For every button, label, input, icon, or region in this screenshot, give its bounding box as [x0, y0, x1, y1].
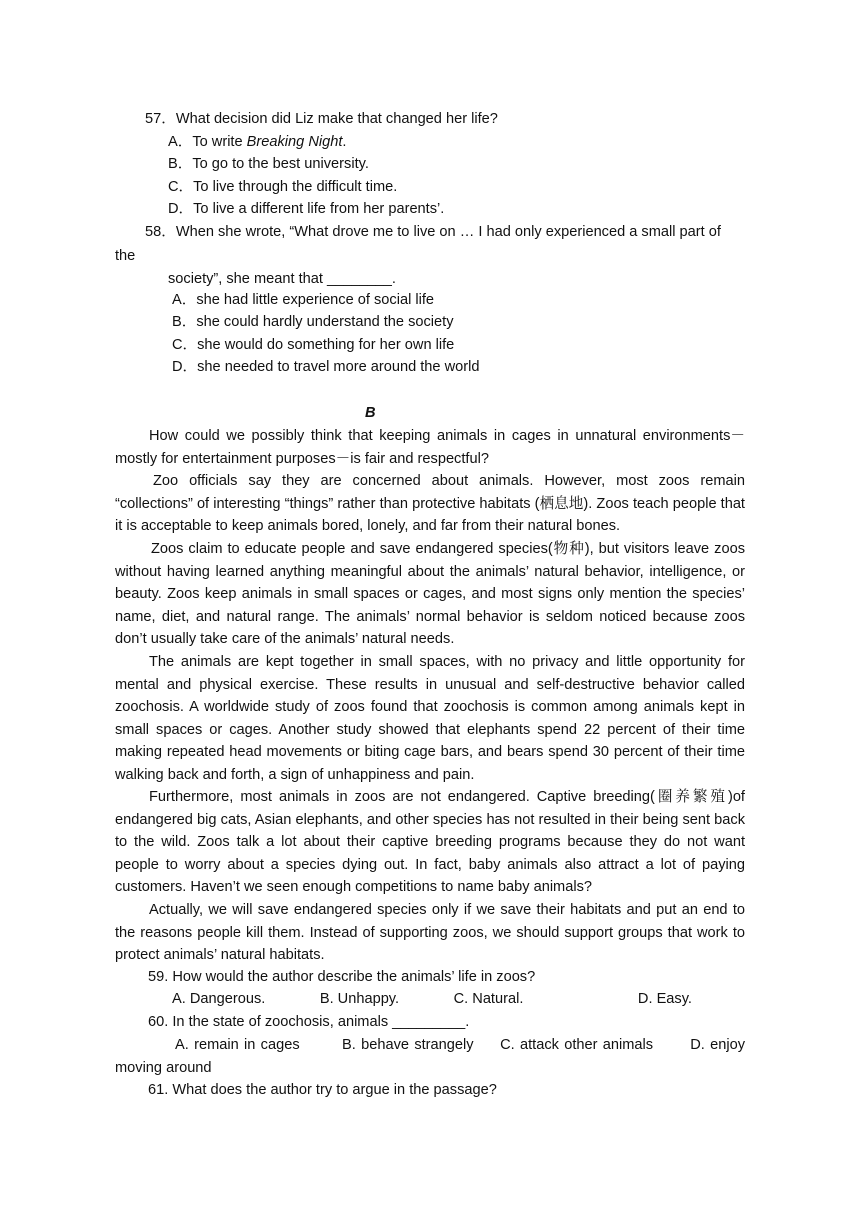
q57-option-d: D．To live a different life from her parents’. — [168, 201, 445, 217]
q58-option-a: A．she had little experience of social life — [172, 292, 435, 308]
passage-paragraph-3: Zoos claim to educate people and save endangered species(物种), but visitors leave zoos without having learned anything meaningful about the animals’ natural behavior, intelligence, or beauty. Zoos keep animals in small spaces or cages, and most signs only mention the species’ name, diet, and natural range. The animals’ normal behavior is seldom noticed because zoos don’t usually take care of the animals’ natural needs. — [115, 541, 745, 647]
passage-paragraph-1: How could we possibly think that keeping animals in cages in unnatural environments－mostly for entertainment purposes－is fair and respectful? — [115, 428, 745, 467]
q58-option-b: B．she could hardly understand the society — [172, 314, 454, 330]
q57-option-a — [168, 132, 346, 152]
q59-option-d: D. Easy. — [637, 991, 692, 1007]
q60-stem: 60. In the state of zoochosis, animals _________. — [148, 1014, 470, 1030]
q59-option-c: C. Natural. — [453, 991, 524, 1007]
q58-stem-line1: 58．When she wrote, “What drove me to live on … I had only experienced a small part of — [145, 224, 721, 240]
q59-options — [172, 989, 692, 1009]
q57-stem: 57．What decision did Liz make that changed her life? — [145, 111, 498, 127]
q59-option-a: A. Dangerous. — [172, 991, 266, 1007]
q60-options: A. remain in cages B. behave strangely C. attack other animals D. enjoy moving around — [115, 1037, 750, 1076]
q58-stem-line3: society”, she meant that ________. — [168, 271, 396, 287]
section-title: B — [365, 405, 376, 421]
q58-option-d: D．she needed to travel more around the world — [172, 359, 480, 375]
q57-option-a-title: Breaking Night — [246, 134, 343, 150]
passage-paragraph-6: Actually, we will save endangered species only if we save their habitats and put an end to the reasons people kill them. Instead of supporting zoos, we should support groups that work to protect animals’ natural habitats. — [115, 902, 745, 963]
q57-option-a-suffix: . — [342, 134, 347, 150]
q57-option-b: B．To go to the best university. — [168, 156, 369, 172]
passage-paragraph-2: Zoo officials say they are concerned about animals. However, most zoos remain “collections” of interesting “things” rather than protective habitats (栖息地). Zoos teach people that it is acceptable to keep animals bored, lonely, and far from their natural bones. — [115, 473, 745, 534]
q59-option-b: B. Unhappy. — [319, 991, 400, 1007]
q59-stem: 59. How would the author describe the animals’ life in zoos? — [148, 969, 536, 985]
q58-option-c: C．she would do something for her own life — [172, 337, 455, 353]
q57-option-c: C．To live through the difficult time. — [168, 179, 398, 195]
passage-paragraph-4: The animals are kept together in small spaces, with no privacy and little opportunity for mental and physical exercise. These results in unusual and self-destructive behavior called zoochosis. A worldwide study of zoos found that zoochosis is common among animals kept in small spaces or cages. Another study showed that elephants spend 22 percent of their time making repeated head movements or biting cage bars, and bears spend 30 percent of their time walking back and forth, a sign of unhappiness and pain. — [115, 654, 745, 783]
passage-paragraph-5: Furthermore, most animals in zoos are not endangered. Captive breeding(圈养繁殖)of endangered big cats, Asian elephants, and other species has not resulted in their being sent back to the wild. Zoos talk a lot about their captive breeding programs because they do not want people to worry about a species dying out. In fact, baby animals also attract a lot of paying customers. Haven’t we seen enough competitions to name baby animals? — [115, 789, 745, 895]
q58-stem-line2: the — [115, 248, 136, 264]
q61-stem: 61. What does the author try to argue in the passage? — [148, 1082, 497, 1098]
q57-option-a-prefix: A．To write — [168, 134, 247, 150]
